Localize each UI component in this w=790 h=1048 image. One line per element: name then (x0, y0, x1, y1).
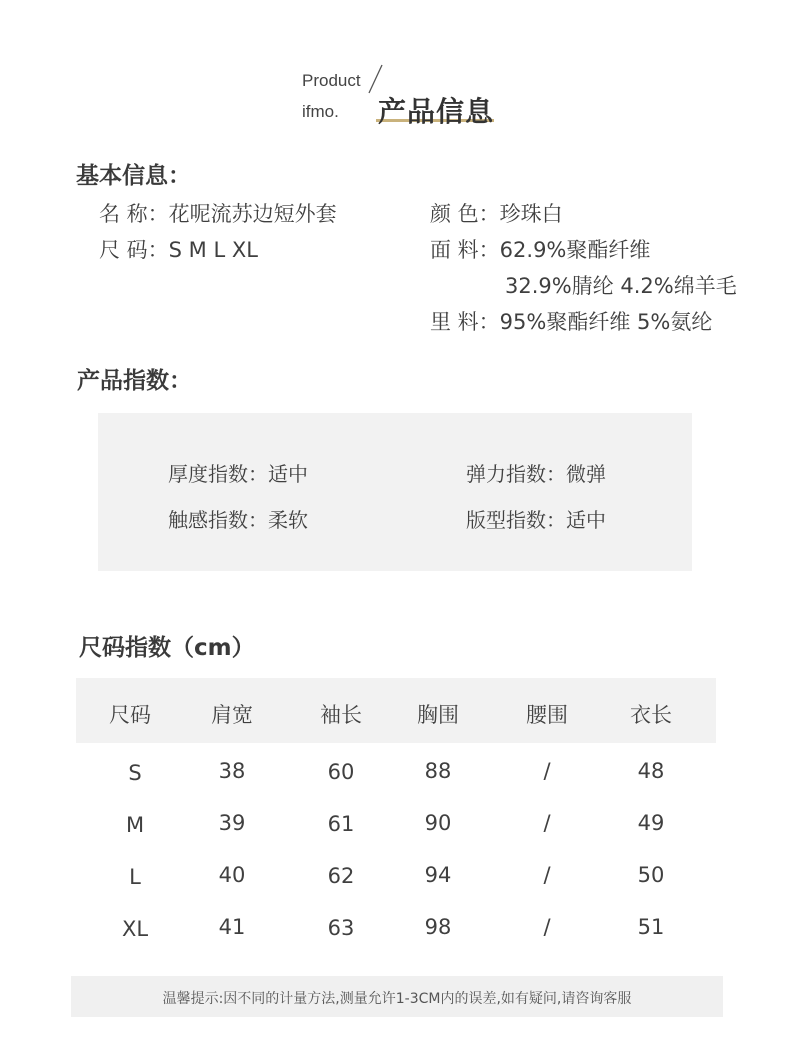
size-table-header: 尺码 (109, 703, 151, 727)
page-title: 产品信息 (378, 95, 495, 128)
product-color: 颜 色：珍珠白 (430, 202, 563, 226)
product-sizes: 尺 码：S M L XL (99, 238, 258, 262)
header-en-line2: ifmo. (302, 102, 339, 121)
product-fabric-continued: 32.9%腈纶 4.2%绵羊毛 (505, 274, 737, 298)
size-table-header: 袖长 (320, 703, 362, 727)
size-table-header: 肩宽 (211, 703, 253, 727)
size-table-cell: XL (121, 917, 149, 941)
product-index-panel (98, 413, 692, 571)
size-table-cell: / (543, 863, 551, 887)
product-name: 名 称：花呢流苏边短外套 (99, 202, 337, 226)
size-table-cell: / (543, 759, 551, 783)
size-table-cell: 41 (218, 915, 246, 939)
size-chart-title: 尺码指数（cm） (79, 635, 255, 661)
size-table-cell: 90 (424, 811, 452, 835)
size-table-cell: 63 (327, 916, 355, 940)
size-table-header: 衣长 (630, 703, 672, 727)
size-table-cell: S (128, 761, 142, 785)
header-en-line1: Product (302, 71, 361, 90)
size-table-cell: / (543, 811, 551, 835)
size-table-cell: 39 (218, 811, 246, 835)
size-table-cell: 88 (424, 759, 452, 783)
size-table-cell: 48 (637, 759, 665, 783)
measurement-notice: 温馨提示:因不同的计量方法,测量允许1-3CM内的误差,如有疑问,请咨询客服 (162, 991, 632, 1007)
size-table-cell: 94 (424, 863, 452, 887)
product-lining: 里 料：95%聚酯纤维 5%氨纶 (430, 310, 713, 334)
size-table-cell: 50 (637, 863, 665, 887)
size-table-cell: 40 (218, 863, 246, 887)
size-table-cell: 49 (637, 811, 665, 835)
size-table-cell: / (543, 915, 551, 939)
size-table-header: 胸围 (417, 703, 459, 727)
product-fabric: 面 料：62.9%聚酯纤维 (430, 238, 651, 262)
size-table-cell: 51 (637, 915, 665, 939)
size-table-cell: 61 (327, 812, 355, 836)
size-table-cell: M (125, 813, 145, 837)
fit-index: 版型指数：适中 (466, 508, 606, 532)
touch-index: 触感指数：柔软 (168, 508, 308, 532)
thickness-index: 厚度指数：适中 (168, 462, 308, 486)
size-table-cell: 62 (327, 864, 355, 888)
product-index-title: 产品指数： (77, 368, 192, 394)
size-table-cell: 60 (327, 760, 355, 784)
elasticity-index: 弹力指数：微弹 (466, 462, 606, 486)
basic-info-title: 基本信息： (76, 163, 191, 189)
size-table-cell: 38 (218, 759, 246, 783)
size-table-cell: L (129, 865, 141, 889)
size-table-header: 腰围 (526, 703, 568, 727)
size-table-cell: 98 (424, 915, 452, 939)
